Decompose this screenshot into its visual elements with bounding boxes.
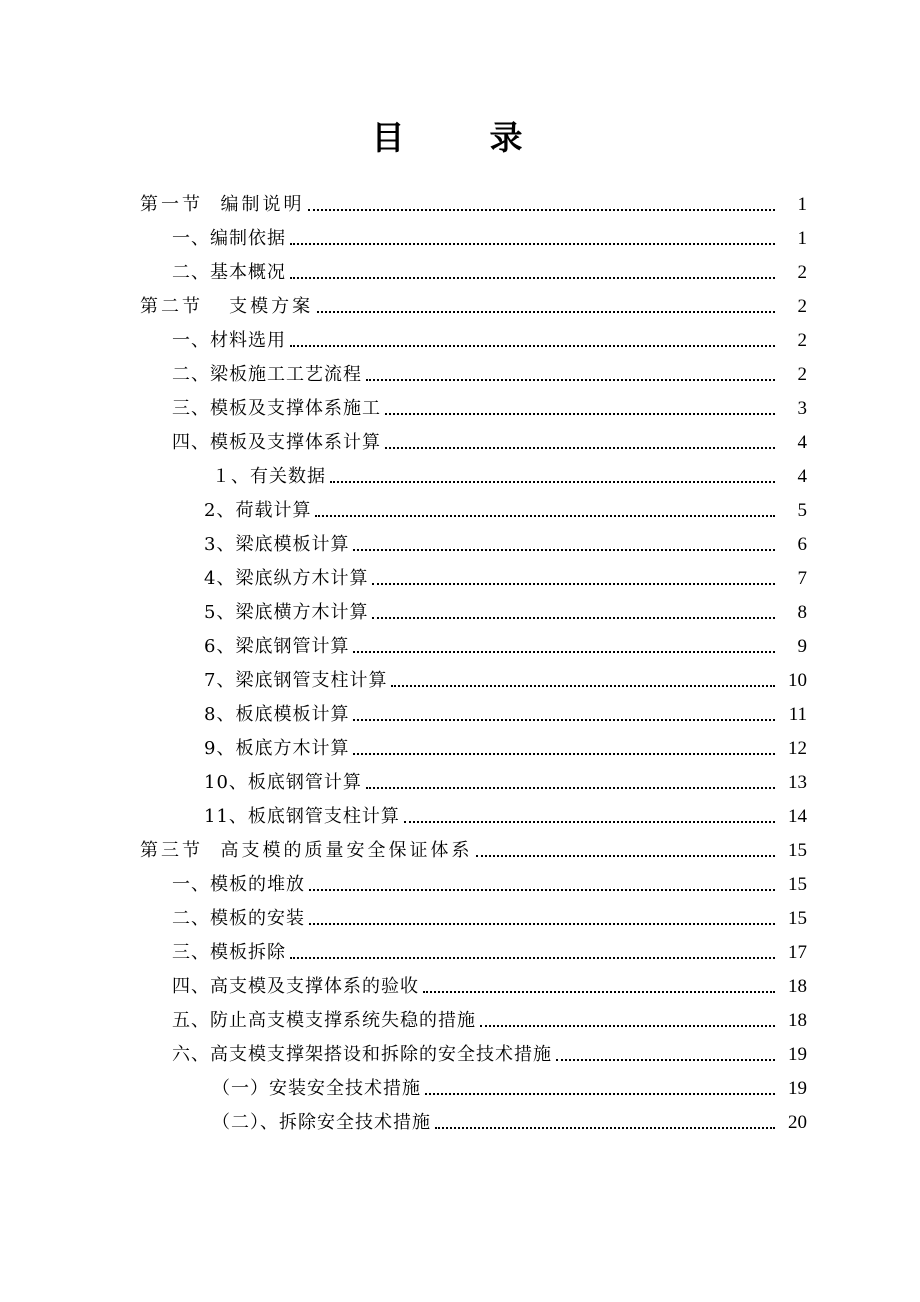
toc-entry-title: 一、编制依据 <box>172 228 286 249</box>
toc-page-number: 1 <box>797 228 807 249</box>
toc-dot-leader <box>353 650 775 653</box>
toc-dot-leader <box>290 276 775 279</box>
toc-dot-leader <box>556 1058 775 1061</box>
toc-entry[interactable] <box>0 830 920 864</box>
toc-entry[interactable] <box>0 456 920 490</box>
toc-page-number: 19 <box>788 1044 807 1065</box>
table-of-contents <box>0 184 920 1136</box>
toc-entry[interactable] <box>0 864 920 898</box>
toc-entry-title: 二、梁板施工工艺流程 <box>172 364 362 385</box>
toc-page-number: 2 <box>797 364 807 385</box>
toc-dot-leader <box>290 956 775 959</box>
toc-page-number: 7 <box>797 568 807 589</box>
toc-page-number: 19 <box>788 1078 807 1099</box>
toc-entry[interactable] <box>0 592 920 626</box>
toc-entry[interactable] <box>0 1068 920 1102</box>
toc-page-number: 18 <box>788 976 807 997</box>
toc-page-number: 1 <box>797 194 807 215</box>
toc-dot-leader <box>435 1126 775 1129</box>
toc-dot-leader <box>309 922 775 925</box>
toc-page-number: 11 <box>788 704 807 725</box>
toc-page-number: 14 <box>788 806 807 827</box>
toc-dot-leader <box>315 514 775 517</box>
toc-page-number: 6 <box>797 534 807 555</box>
toc-entry-title: 一、模板的堆放 <box>172 874 305 895</box>
toc-page-number: 9 <box>797 636 807 657</box>
toc-entry[interactable] <box>0 660 920 694</box>
toc-entry[interactable] <box>0 388 920 422</box>
toc-entry-title: 四、高支模及支撑体系的验收 <box>172 976 419 997</box>
toc-dot-leader <box>309 888 775 891</box>
toc-dot-leader <box>366 786 775 789</box>
toc-dot-leader <box>425 1092 775 1095</box>
toc-entry-title: 六、高支模支撑架搭设和拆除的安全技术措施 <box>172 1044 552 1065</box>
toc-dot-leader <box>391 684 775 687</box>
toc-entry-title: 三、模板及支撑体系施工 <box>172 398 381 419</box>
toc-dot-leader <box>290 242 775 245</box>
toc-entry[interactable] <box>0 694 920 728</box>
toc-page-number: 15 <box>788 840 807 861</box>
toc-entry-title: 四、模板及支撑体系计算 <box>172 432 381 453</box>
toc-entry[interactable] <box>0 1034 920 1068</box>
toc-entry[interactable] <box>0 354 920 388</box>
toc-entry-title: （二）、拆除安全技术措施 <box>212 1112 431 1133</box>
toc-entry-title: 7、梁底钢管支柱计算 <box>204 670 388 691</box>
toc-entry-title: 二、基本概况 <box>172 262 286 283</box>
toc-entry-title: 9、板底方木计算 <box>204 738 350 759</box>
toc-dot-leader <box>353 718 775 721</box>
toc-entry-title: 3、梁底模板计算 <box>204 534 350 555</box>
toc-entry[interactable] <box>0 524 920 558</box>
toc-entry-title: 第二节 支模方案 <box>140 296 314 317</box>
toc-dot-leader <box>423 990 775 993</box>
toc-page-number: 2 <box>797 330 807 351</box>
toc-dot-leader <box>290 344 775 347</box>
toc-entry[interactable] <box>0 184 920 218</box>
toc-entry[interactable] <box>0 966 920 1000</box>
toc-entry[interactable] <box>0 898 920 932</box>
toc-dot-leader <box>353 548 775 551</box>
toc-entry[interactable] <box>0 252 920 286</box>
toc-entry-title: 5、梁底横方木计算 <box>204 602 369 623</box>
toc-entry-title: （一）安装安全技术措施 <box>212 1078 421 1099</box>
toc-page-number: 10 <box>788 670 807 691</box>
toc-entry[interactable] <box>0 218 920 252</box>
toc-entry-title: 一、材料选用 <box>172 330 286 351</box>
toc-page-number: 8 <box>797 602 807 623</box>
toc-page-number: 4 <box>797 466 807 487</box>
toc-entry[interactable] <box>0 1102 920 1136</box>
toc-dot-leader <box>353 752 775 755</box>
toc-dot-leader <box>317 310 775 313</box>
toc-entry-title: １、有关数据 <box>212 466 326 487</box>
toc-dot-leader <box>404 820 775 823</box>
toc-dot-leader <box>476 854 775 857</box>
toc-entry-title: 10、板底钢管计算 <box>204 772 362 793</box>
toc-entry-title: 三、模板拆除 <box>172 942 286 963</box>
toc-dot-leader <box>308 208 775 211</box>
toc-entry[interactable] <box>0 796 920 830</box>
toc-entry-title: 第一节 编制说明 <box>140 194 305 215</box>
page-title: 目 录 <box>371 118 549 157</box>
toc-entry-title: 4、梁底纵方木计算 <box>204 568 369 589</box>
toc-dot-leader <box>366 378 775 381</box>
toc-entry[interactable] <box>0 932 920 966</box>
toc-entry[interactable] <box>0 558 920 592</box>
toc-dot-leader <box>385 412 775 415</box>
toc-entry-title: 11、板底钢管支柱计算 <box>204 806 400 827</box>
toc-entry-title: 二、模板的安装 <box>172 908 305 929</box>
toc-entry[interactable] <box>0 422 920 456</box>
toc-page-number: 18 <box>788 1010 807 1031</box>
toc-dot-leader <box>385 446 775 449</box>
toc-entry[interactable] <box>0 762 920 796</box>
toc-entry-title: 8、板底模板计算 <box>204 704 350 725</box>
toc-entry[interactable] <box>0 320 920 354</box>
toc-page-number: 2 <box>797 262 807 283</box>
toc-entry[interactable] <box>0 286 920 320</box>
toc-entry[interactable] <box>0 1000 920 1034</box>
toc-entry-title: 五、防止高支模支撑系统失稳的措施 <box>172 1010 476 1031</box>
toc-dot-leader <box>372 582 775 585</box>
toc-page-number: 15 <box>788 908 807 929</box>
toc-entry[interactable] <box>0 490 920 524</box>
toc-page-number: 2 <box>797 296 807 317</box>
toc-entry-title: 6、梁底钢管计算 <box>204 636 350 657</box>
toc-page-number: 4 <box>797 432 807 453</box>
toc-page-number: 13 <box>788 772 807 793</box>
toc-entry[interactable] <box>0 626 920 660</box>
toc-page-number: 15 <box>788 874 807 895</box>
toc-entry-title: 2、荷载计算 <box>204 500 312 521</box>
toc-page-number: 3 <box>797 398 807 419</box>
toc-dot-leader <box>372 616 775 619</box>
toc-page-number: 5 <box>797 500 807 521</box>
toc-entry-title: 第三节 高支模的质量安全保证体系 <box>140 840 473 861</box>
toc-dot-leader <box>330 480 775 483</box>
toc-page-number: 20 <box>788 1112 807 1133</box>
toc-page-number: 12 <box>788 738 807 759</box>
toc-dot-leader <box>480 1024 775 1027</box>
toc-page-number: 17 <box>788 942 807 963</box>
toc-entry[interactable] <box>0 728 920 762</box>
